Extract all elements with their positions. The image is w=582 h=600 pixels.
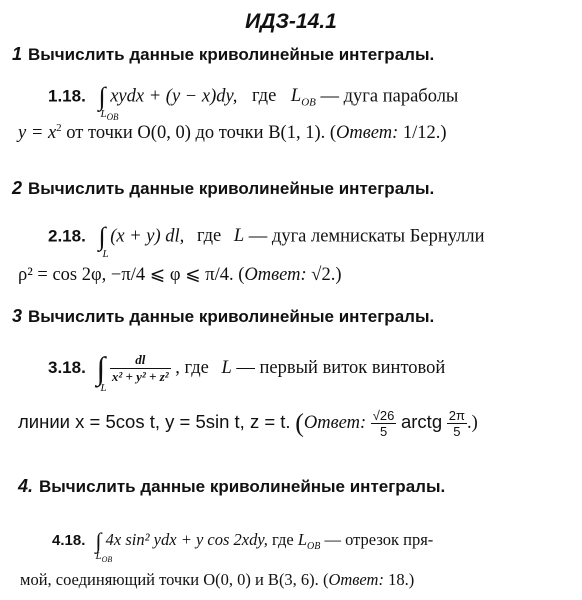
- section-3-heading: 3 Вычислить данные криволинейные интегралы.: [12, 306, 435, 326]
- problem-4-line-2: мой, соединяющий точки O(0, 0) и B(3, 6). (Ответ: 18.): [20, 570, 415, 589]
- integrand-fraction: $\frac{dl}{\text{x² + y² + z²}}$: [111, 352, 169, 384]
- answer-value: √2.): [311, 265, 342, 285]
- integral-subscript: $L_{OB}$: [95, 550, 113, 565]
- answer-value: 1/12.): [402, 123, 447, 144]
- integral-sign: ∫: [98, 82, 106, 111]
- answer-label: Ответ:: [328, 570, 384, 589]
- problem-4-line-1: 4.18. ∫ $L_{OB}$ 4x sin² ydx + y cos 2xdy, где $L_{OB}$ — отрезок пря-: [52, 528, 434, 565]
- integral-sign: ∫: [98, 222, 106, 251]
- answer-label: Ответ:: [336, 123, 399, 144]
- problem-id: 2.18.: [48, 226, 86, 246]
- integral-sign: ∫: [96, 350, 106, 386]
- section-4-heading: 4. Вычислить данные криволинейные интегралы.: [18, 476, 446, 496]
- integrand: xydx + (y − x)dy,: [110, 86, 238, 107]
- integral-subscript: L: [102, 248, 109, 260]
- integrand: 4x sin² ydx + y cos 2xdy,: [105, 529, 268, 549]
- answer-function: arctg: [400, 410, 443, 432]
- problem-2-line-2: ρ² = cos 2φ, −π/4 ⩽ φ ⩽ π/4. (Ответ: √2.): [18, 265, 342, 285]
- answer-fraction-2: $\frac{2\pi}{5}$: [448, 408, 465, 439]
- problem-3-line-2: линии x = 5cos t, y = 5sin t, z = t. (Ответ: $\frac{√26}{5}$ arctg $\frac{2\pi}{5}$ .): [18, 408, 478, 439]
- page-title: ИДЗ-14.1: [245, 10, 337, 33]
- problem-id: 3.18.: [48, 357, 86, 377]
- integral-subscript: L: [100, 382, 107, 394]
- section-2-heading: 2 Вычислить данные криволинейные интегралы.: [12, 178, 435, 198]
- problem-id: 4.18.: [52, 531, 86, 549]
- problem-1-line-2: $y = x^2$ от точки O(0, 0) до точки B(1, 1). (Ответ: 1/12.): [18, 122, 447, 144]
- answer-label: Ответ:: [303, 412, 367, 433]
- text-where: где: [251, 86, 277, 107]
- heading-text: Вычислить данные криволинейные интегралы.: [28, 45, 435, 64]
- problem-1-line-1: [48, 82, 568, 123]
- answer-label: Ответ:: [244, 265, 307, 285]
- section-number: 1: [12, 44, 23, 64]
- curve-description: — дуга параболы: [320, 86, 459, 107]
- problem-2-line-1: 2.18. ∫ L (x + y) dl, где L — дуга лемнискаты Бернулли: [48, 222, 485, 260]
- curve-symbol: $L_{OB}$: [290, 86, 316, 109]
- answer-fraction-1: $\frac{√26}{5}$: [372, 408, 395, 439]
- integral-subscript: $L_{OB}$: [100, 108, 119, 123]
- integral-sign: ∫: [95, 528, 102, 553]
- integrand: (x + y) dl,: [110, 226, 185, 247]
- problem-id: 1.18.: [48, 86, 86, 106]
- problem-3-line-1: 3.18. ∫ L $\frac{dl}{\text{x² + y² + z²}}$ , где L — первый виток винтовой: [48, 350, 446, 394]
- answer-value: 18.): [388, 570, 415, 589]
- section-1-heading: [12, 44, 434, 65]
